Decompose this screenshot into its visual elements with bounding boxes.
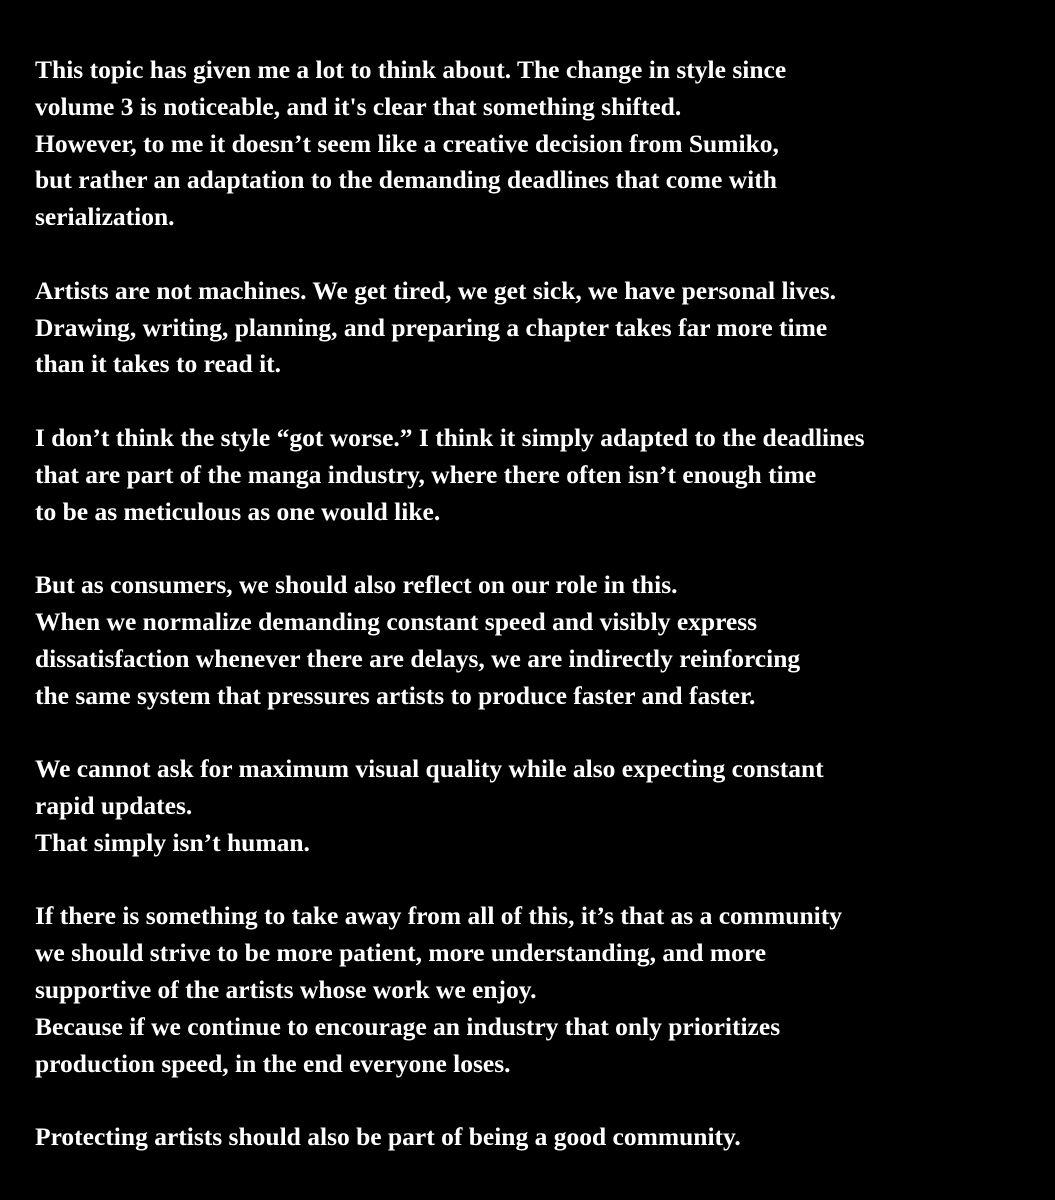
text-line: dissatisfaction whenever there are delays, we are indirectly reinforcing (35, 643, 801, 673)
text-line: serialization. (35, 202, 175, 232)
paragraph (35, 567, 1045, 714)
text-line: that are part of the manga industry, where there often isn’t enough time (35, 459, 817, 489)
text-line: to be as meticulous as one would like. (35, 496, 441, 526)
paragraph (35, 751, 1045, 861)
text-line: we should strive to be more patient, more understanding, and more (35, 938, 767, 968)
text-line: I don’t think the style “got worse.” I think it simply adapted to the deadlines (35, 422, 865, 452)
paragraph (35, 898, 1045, 1082)
text-line: Protecting artists should also be part of being a good community. (35, 1122, 741, 1152)
paragraph (35, 1119, 1045, 1156)
paragraph (35, 273, 1045, 383)
text-line: volume 3 is noticeable, and it's clear that something shifted. (35, 91, 682, 121)
text-line: But as consumers, we should also reflect on our role in this. (35, 570, 678, 600)
statement-text (35, 52, 1045, 1193)
paragraph (35, 52, 1045, 236)
text-line: production speed, in the end everyone loses. (35, 1048, 511, 1078)
text-line: Artists are not machines. We get tired, we get sick, we have personal lives. (35, 275, 837, 305)
text-line: However, to me it doesn’t seem like a creative decision from Sumiko, (35, 128, 779, 158)
text-line: but rather an adaptation to the demanding deadlines that come with (35, 165, 777, 195)
text-line: When we normalize demanding constant speed and visibly express (35, 606, 758, 636)
text-line: Drawing, writing, planning, and preparing a chapter takes far more time (35, 312, 828, 342)
text-line: That simply isn’t human. (35, 827, 310, 857)
paragraph (35, 420, 1045, 530)
text-line: If there is something to take away from all of this, it’s that as a community (35, 901, 842, 931)
text-line: the same system that pressures artists to produce faster and faster. (35, 680, 756, 710)
text-line: rapid updates. (35, 790, 193, 820)
text-line: than it takes to read it. (35, 349, 282, 379)
text-line: We cannot ask for maximum visual quality while also expecting constant (35, 754, 824, 784)
text-line: supportive of the artists whose work we enjoy. (35, 974, 537, 1004)
text-line: This topic has given me a lot to think about. The change in style since (35, 55, 787, 84)
text-line: Because if we continue to encourage an industry that only prioritizes (35, 1011, 781, 1041)
